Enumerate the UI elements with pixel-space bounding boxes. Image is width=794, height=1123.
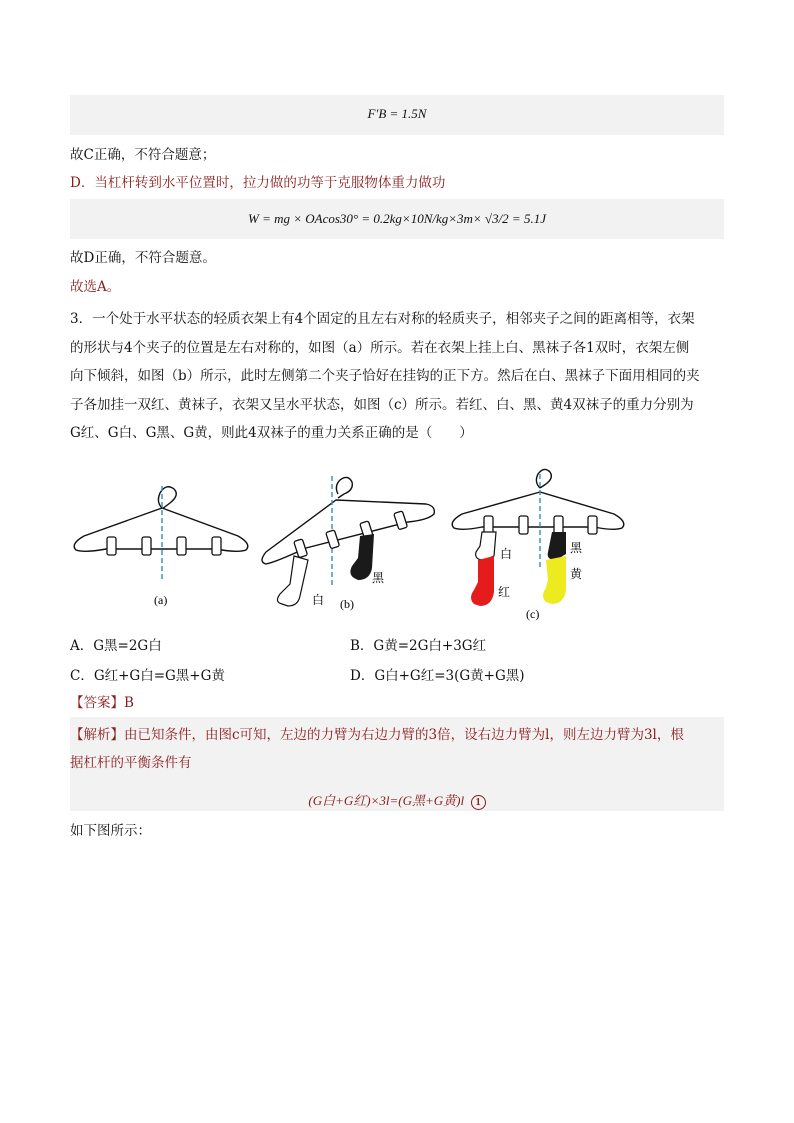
label-yellow: 黄 [570, 567, 583, 581]
question-3 [70, 305, 726, 448]
hanger-a [74, 486, 248, 607]
label-white: 白 [500, 547, 513, 561]
equation-balance [70, 790, 724, 810]
option-b[interactable]: B．G黄=2G白+3G红 [350, 638, 487, 654]
black-sock [350, 534, 374, 580]
label-b: (b) [340, 597, 354, 611]
question-line: 向下倾斜，如图（b）所示，此时左侧第二个夹子恰好在挂钩的正下方。然后在白、黑袜子下面用相同的夹 [70, 368, 700, 384]
option-c[interactable]: C．G红+G白=G黑+G黄 [70, 668, 225, 684]
equation-work: W = mg × OAcos30° = 0.2kg×10N/kg×3m× √3/2 = 5.1J [248, 211, 546, 226]
question-line: 的形状与4个夹子的位置是左右对称的，如图（a）所示。若在衣架上挂上白、黑袜子各1双时，衣架左侧 [70, 339, 690, 356]
label-black: 黑 [372, 571, 385, 585]
label-a: (a) [154, 593, 168, 607]
label-black: 黑 [570, 541, 583, 555]
analysis-line-2: 据杠杆的平衡条件有 [70, 755, 192, 771]
white-sock [277, 556, 308, 606]
equation-number: 1 [471, 795, 486, 810]
text-line: 故C正确，不符合题意； [70, 147, 216, 163]
black-sock [548, 532, 566, 560]
analysis-tag: 【解析】 [70, 727, 124, 743]
option-a[interactable]: A．G黑=2G白 [70, 638, 162, 654]
analysis-text: 由已知条件，由图c可知，左边的力臂为右边力臂的3倍，设右边力臂为l，则左边力臂为3l，根 [124, 727, 684, 743]
choice-line: 故选A。 [70, 279, 121, 295]
yellow-sock [543, 556, 566, 604]
option-d-heading: D．当杠杆转到水平位置时，拉力做的功等于克服物体重力做功 [70, 175, 446, 191]
equation-fb: F′B = 1.5N [367, 106, 427, 121]
red-sock [471, 556, 494, 606]
label-white: 白 [312, 593, 325, 607]
white-sock [476, 532, 496, 560]
question-line: G红、G白、G黑、G黄，则此4双袜子的重力关系正确的是（ ） [70, 425, 473, 441]
label-c: (c) [526, 607, 540, 621]
label-red: 红 [498, 585, 511, 599]
equation-balance-text: (G白+G红)×3l=(G黑+G黄)l [308, 793, 465, 808]
analysis-line-1 [70, 726, 684, 744]
text-line: 如下图所示： [70, 823, 151, 839]
hanger-figure [66, 456, 636, 626]
hanger-c [452, 469, 624, 621]
question-line: 3．一个处于水平状态的轻质衣架上有4个固定的且左右对称的轻质夹子，相邻夹子之间的距离相等，衣架 [70, 311, 695, 327]
text-line: 故D正确，不符合题意。 [70, 250, 216, 266]
hanger-b [262, 476, 434, 611]
question-line: 子各加挂一双红、黄袜子，衣架又呈水平状态，如图（c）所示。若红、白、黑、黄4双袜子的重力分别为 [70, 396, 694, 413]
answer: 【答案】B [70, 695, 134, 711]
option-d[interactable]: D．G白+G红=3(G黄+G黑) [350, 668, 525, 684]
